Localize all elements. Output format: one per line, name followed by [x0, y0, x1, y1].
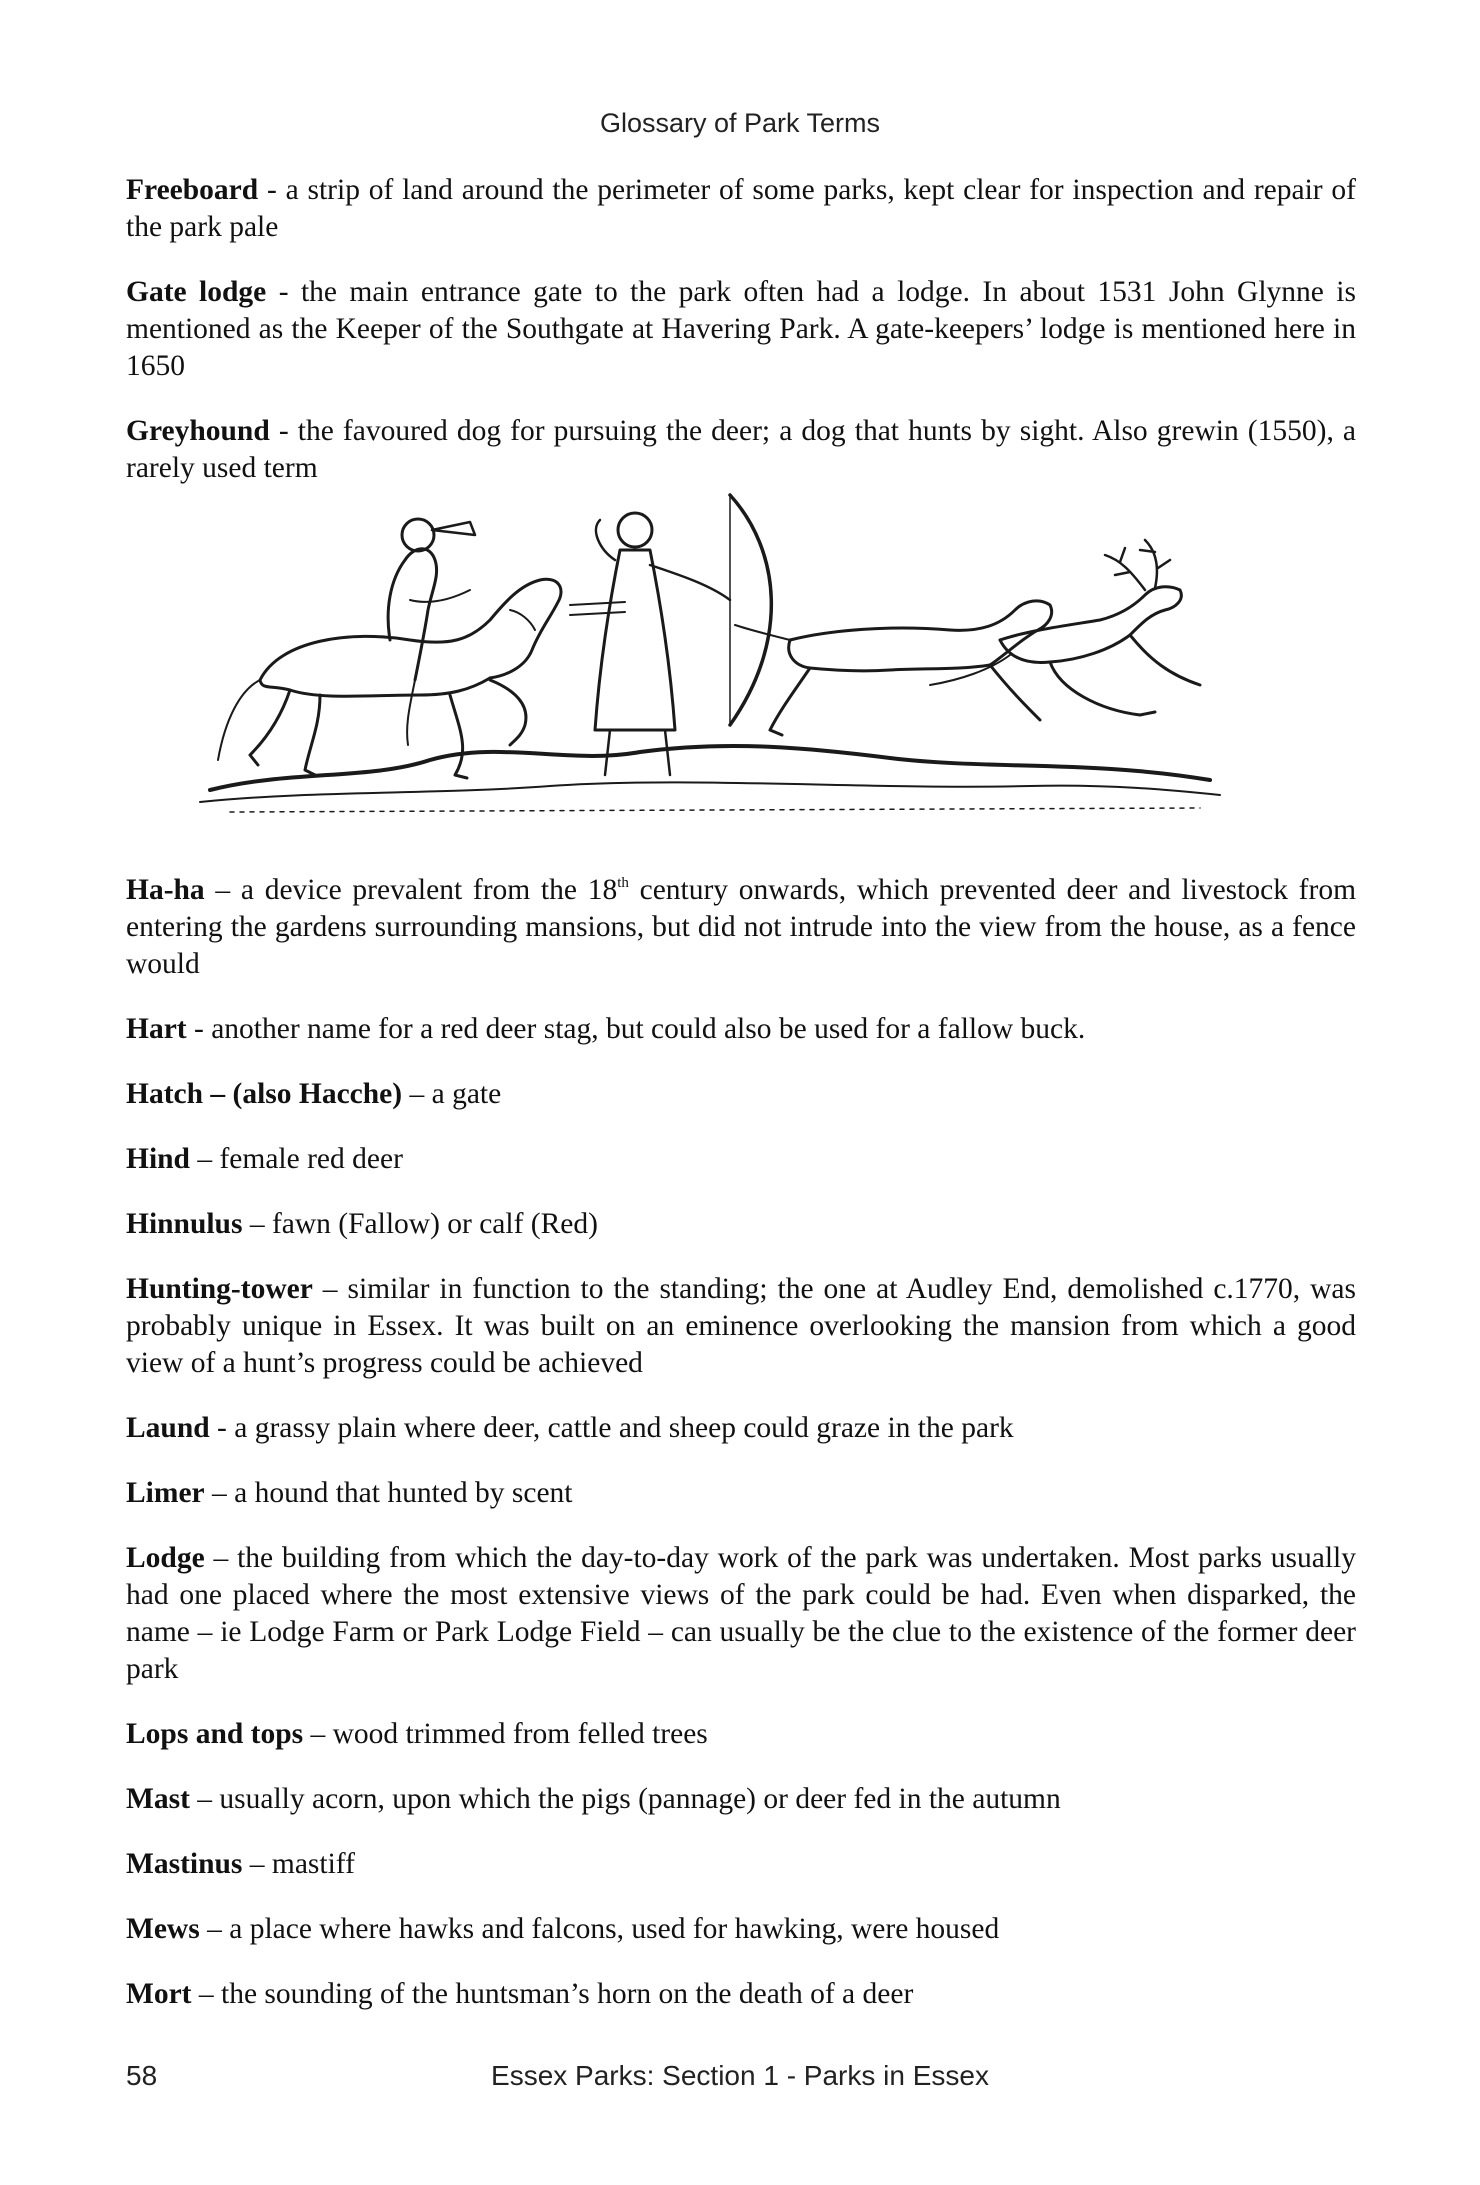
glossary-entry: Limer – a hound that hunted by scent — [126, 1477, 573, 1509]
stag-figure — [930, 540, 1200, 715]
glossary-entry: Hind – female red deer — [126, 1143, 403, 1175]
entry-definition: the building from which the day-to-day work of the park was undertaken. Most parks usually had one placed where the most extensive views of the park could be had. Even when disparked, the name – ie Lodge Farm or Park Lodge Field – can usually be the clue to the existence of the former deer park — [126, 1542, 1356, 1685]
entry-term: Hinnulus — [126, 1208, 243, 1240]
glossary-entry: Gate lodge - the main entrance gate to the park often had a lodge. In about 1531 John Glynne is mentioned as the Keeper of the Southgate at Havering Park. A gate-keepers’ lodge is mentioned here in 1650 — [126, 276, 1356, 382]
glossary-entry: Hatch – (also Hacche) – a gate — [126, 1078, 502, 1110]
glossary-entries-top — [126, 172, 1356, 515]
entry-definition: mastiff — [271, 1848, 355, 1880]
rider-figure — [388, 519, 475, 745]
entry-term: Hatch – (also Hacche) — [126, 1078, 403, 1110]
glossary-entry: Mort – the sounding of the huntsman’s horn on the death of a deer — [126, 1978, 914, 2010]
glossary-entry: Hunting-tower – similar in function to the standing; the one at Audley End, demolished c.1770, was probably unique in Essex. It was built on an eminence overlooking the mansion from which a good view of a hunt’s progress could be achieved — [126, 1273, 1356, 1379]
glossary-entry: Hinnulus – fawn (Fallow) or calf (Red) — [126, 1208, 598, 1240]
entry-definition: usually acorn, upon which the pigs (pannage) or deer fed in the autumn — [219, 1783, 1061, 1815]
hunting-scene-illustration — [170, 490, 1240, 830]
glossary-entry: Lodge – the building from which the day-to-day work of the park was undertaken. Most parks usually had one placed where the most extensive views of the park could be had. Even when disparked, the name – ie Lodge Farm or Park Lodge Field – can usually be the clue to the existence of the former deer park — [126, 1542, 1356, 1685]
entry-definition: wood trimmed from felled trees — [332, 1718, 708, 1750]
entry-definition: female red deer — [219, 1143, 403, 1175]
entry-definition: the main entrance gate to the park often had a lodge. In about 1531 John Glynne is mentioned as the Keeper of the Southgate at Havering Park. A gate-keepers’ lodge is mentioned here in 1650 — [126, 276, 1356, 382]
greyhound-figure — [735, 601, 1052, 735]
entry-definition: the sounding of the huntsman’s horn on the death of a deer — [221, 1978, 914, 2010]
running-head: Glossary of Park Terms — [599, 108, 881, 138]
bow — [730, 495, 771, 725]
glossary-entry: Greyhound - the favoured dog for pursuing the deer; a dog that hunts by sight. Also grewin (1550), a rarely used term — [126, 415, 1357, 484]
entry-definition: a gate — [431, 1078, 502, 1110]
entry-term: Lops and tops — [126, 1718, 304, 1750]
entry-definition: another name for a red deer stag, but could also be used for a fallow buck. — [211, 1013, 1086, 1045]
entry-definition: a device prevalent from the 18 — [240, 874, 618, 906]
entry-definition: a place where hawks and falcons, used for hawking, were housed — [229, 1913, 1000, 1945]
entry-term: Hind — [126, 1143, 190, 1175]
entry-term: Laund — [126, 1412, 210, 1444]
glossary-entry: Mews – a place where hawks and falcons, used for hawking, were housed — [126, 1913, 1000, 1945]
entry-term: Mort — [126, 1978, 192, 2010]
glossary-entry: Mast – usually acorn, upon which the pigs (pannage) or deer fed in the autumn — [126, 1783, 1061, 1815]
superscript: th — [617, 875, 629, 891]
entry-definition: a grassy plain where deer, cattle and sheep could graze in the park — [234, 1412, 1014, 1444]
glossary-entry: Mastinus – mastiff — [126, 1848, 355, 1880]
entry-definition: the favoured dog for pursuing the deer; a dog that hunts by sight. Also grewin (1550), a rarely used term — [126, 415, 1357, 484]
entry-definition: a hound that hunted by scent — [234, 1477, 573, 1509]
footer-title: Essex Parks: Section 1 - Parks in Essex — [491, 2060, 989, 2091]
entry-term: Gate lodge — [126, 276, 267, 308]
page-number: 58 — [126, 2060, 158, 2091]
entry-term: Greyhound — [126, 415, 270, 447]
glossary-entry: Lops and tops – wood trimmed from felled trees — [126, 1718, 708, 1750]
entry-term: Mast — [126, 1783, 190, 1815]
glossary-entry: Laund - a grassy plain where deer, cattle and sheep could graze in the park — [126, 1412, 1014, 1444]
entry-definition: fawn (Fallow) or calf (Red) — [271, 1208, 598, 1240]
entry-term: Ha-ha — [126, 874, 205, 906]
entry-term: Mastinus — [126, 1848, 243, 1880]
glossary-entry: Freeboard - a strip of land around the perimeter of some parks, kept clear for inspection and repair of the park pale — [126, 174, 1356, 243]
glossary-entries-bottom — [126, 872, 1356, 2041]
entry-term: Hunting-tower — [126, 1273, 313, 1305]
entry-term: Lodge — [126, 1542, 205, 1574]
archer-figure — [570, 513, 730, 775]
entry-definition: similar in function to the standing; the one at Audley End, demolished c.1770, was probably unique in Essex. It was built on an eminence overlooking the mansion from which a good view of a hunt’s progress could be achieved — [126, 1273, 1356, 1379]
entry-term: Freeboard — [126, 174, 259, 206]
entry-definition: a strip of land around the perimeter of some parks, kept clear for inspection and repair of the park pale — [126, 174, 1356, 243]
glossary-entry: Hart - another name for a red deer stag, but could also be used for a fallow buck. — [126, 1013, 1086, 1045]
entry-definition-cont: century onwards, which prevented deer and livestock from entering the gardens surrounding mansions, but did not intrude into the view from the house, as a fence would — [126, 874, 1357, 980]
entry-term: Mews — [126, 1913, 200, 1945]
entry-term: Hart — [126, 1013, 187, 1045]
glossary-entry: Ha-ha – a device prevalent from the 18th century onwards, which prevented deer and livestock from entering the gardens surrounding mansions, but did not intrude into the view from the house, as a fence would — [126, 874, 1357, 980]
entry-term: Limer — [126, 1477, 205, 1509]
